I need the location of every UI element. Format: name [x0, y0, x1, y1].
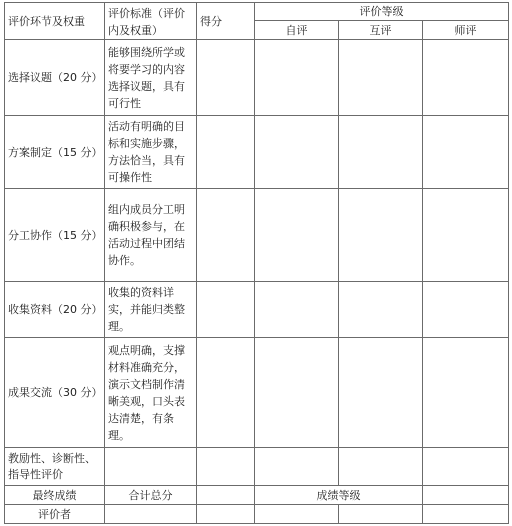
final-row — [5, 486, 509, 505]
evaluator-cell — [255, 505, 339, 524]
table-row — [5, 40, 509, 116]
evaluator-row — [5, 505, 509, 524]
criteria-text: 观点明确，支撑材料准确充分，演示文档制作清晰美观，口头表达清楚，有条理。 — [105, 338, 197, 448]
stage-label: 分工协作（15 分） — [5, 189, 105, 282]
stage-label: 方案制定（15 分） — [5, 116, 105, 189]
comment-cell — [423, 448, 509, 486]
header-grade: 评价等级 — [255, 3, 509, 21]
teacher-eval-cell — [423, 282, 509, 338]
score-cell — [197, 282, 255, 338]
evaluation-table — [4, 2, 509, 524]
stage-label: 选择议题（20 分） — [5, 40, 105, 116]
grade-level-label: 成绩等级 — [255, 486, 423, 505]
self-eval-cell — [255, 40, 339, 116]
table-row — [5, 338, 509, 448]
header-peer-eval: 互评 — [339, 21, 423, 40]
peer-eval-cell — [339, 282, 423, 338]
teacher-eval-cell — [423, 338, 509, 448]
teacher-eval-cell — [423, 40, 509, 116]
self-eval-cell — [255, 189, 339, 282]
header-teacher-eval: 师评 — [423, 21, 509, 40]
criteria-text: 能够围绕所学或将要学习的内容选择议题，具有可行性 — [105, 40, 197, 116]
score-cell — [197, 40, 255, 116]
total-score-value — [197, 486, 255, 505]
header-self-eval: 自评 — [255, 21, 339, 40]
comment-cell — [197, 448, 255, 486]
criteria-text: 活动有明确的目标和实施步骤，方法恰当，具有可操作性 — [105, 116, 197, 189]
header-stage-weight: 评价环节及权重 — [5, 3, 105, 40]
score-cell — [197, 116, 255, 189]
evaluator-label: 评价者 — [5, 505, 105, 524]
evaluator-cell — [105, 505, 197, 524]
self-eval-cell — [255, 338, 339, 448]
comment-label: 教励性、诊断性、指导性评价 — [5, 448, 105, 486]
peer-eval-cell — [339, 40, 423, 116]
header-criteria: 评价标准（评价内及权重） — [105, 3, 197, 40]
grade-level-value — [423, 486, 509, 505]
evaluator-cell — [423, 505, 509, 524]
criteria-text: 收集的资料详实，并能归类整理。 — [105, 282, 197, 338]
header-score: 得分 — [197, 3, 255, 40]
stage-label: 收集资料（20 分） — [5, 282, 105, 338]
table-row — [5, 282, 509, 338]
self-eval-cell — [255, 282, 339, 338]
table-row — [5, 116, 509, 189]
criteria-text: 组内成员分工明确积极参与，在活动过程中团结协作。 — [105, 189, 197, 282]
peer-eval-cell — [339, 189, 423, 282]
comment-cell — [105, 448, 197, 486]
evaluator-cell — [197, 505, 255, 524]
score-cell — [197, 338, 255, 448]
peer-eval-cell — [339, 338, 423, 448]
comment-cell — [339, 448, 423, 486]
peer-eval-cell — [339, 116, 423, 189]
stage-label: 成果交流（30 分） — [5, 338, 105, 448]
comment-row — [5, 448, 509, 486]
self-eval-cell — [255, 116, 339, 189]
comment-cell — [255, 448, 339, 486]
final-grade-label: 最终成绩 — [5, 486, 105, 505]
total-score-label: 合计总分 — [105, 486, 197, 505]
score-cell — [197, 189, 255, 282]
teacher-eval-cell — [423, 116, 509, 189]
table-row — [5, 189, 509, 282]
teacher-eval-cell — [423, 189, 509, 282]
evaluator-cell — [339, 505, 423, 524]
